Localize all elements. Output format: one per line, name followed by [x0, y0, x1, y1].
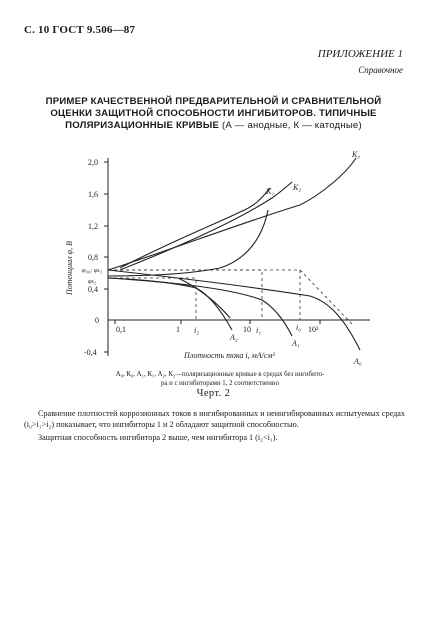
curve-k1 — [120, 188, 270, 268]
y-tick-label: 0,8 — [88, 253, 98, 262]
curve-label-a1: А₁ — [292, 339, 300, 348]
appendix-label: ПРИЛОЖЕНИЕ 1 — [317, 48, 403, 60]
curve-label-k0: К₀ — [352, 150, 361, 159]
caption-line-1: А₀, К₀, А₁, К₁, А₂, К₂—поляризационные кривые в средах без ингибито- — [115, 371, 325, 378]
curve-label-a2: А₂ — [230, 333, 238, 342]
y-tick-label: 1,2 — [88, 222, 98, 231]
body-paragraph-1: Сравнение плотностей коррозионных токов в ингибированных и неингибированных испытуемых средах (i₀>i₁>i₂) показывает, что ингибиторы 1 и 2 обладают защитной способностью. — [24, 409, 405, 429]
x-tick-label: 1 — [176, 325, 180, 334]
y-tick-label: 1,6 — [88, 190, 98, 199]
figure-caption — [40, 370, 400, 388]
section-title — [20, 96, 407, 132]
curve-k0 — [108, 158, 356, 270]
y-ticks — [104, 162, 108, 352]
y-tick-label: -0,4 — [84, 348, 97, 357]
y-marker-phi-k2: φₖ₂ — [88, 278, 97, 285]
x-axis-label: Плотность тока i, мА/см² — [184, 351, 275, 360]
body-paragraph-2: Защитная способность ингибитора 2 выше, чем ингибитора 1 (i₂<i₁). — [38, 433, 278, 442]
caption-line-2: ра и с ингибиторами 1, 2 соответственно — [161, 380, 279, 387]
y-tick-label: 2,0 — [88, 158, 98, 167]
body-text — [24, 408, 405, 445]
curve-a1 — [108, 278, 292, 336]
chart-number: Черт. 2 — [196, 388, 231, 399]
x-tick-label: 10² — [308, 325, 319, 334]
x-marker-i0: i₀ — [296, 323, 302, 332]
curve-label-a0: А₀ — [354, 357, 362, 366]
y-tick-label: 0 — [95, 316, 99, 325]
polarization-curves — [108, 158, 360, 350]
title-line-1: ПРИМЕР КАЧЕСТВЕННОЙ ПРЕДВАРИТЕЛЬНОЙ И СРАВНИТЕЛЬНОЙ — [45, 96, 382, 107]
title-line-2: ОЦЕНКИ ЗАЩИТНОЙ СПОСОБНОСТИ ИНГИБИТОРОВ. ТИПИЧНЫЕ — [50, 108, 377, 119]
curve-a2 — [108, 278, 232, 330]
x-marker-i1: i₁ — [256, 326, 262, 335]
x-marker-i2: i₂ — [194, 326, 200, 335]
x-ticks — [115, 320, 320, 324]
x-tick-label: 10 — [243, 325, 251, 334]
y-marker-phi-k1: φ₀₀; φₖ₁ — [82, 267, 103, 274]
dashed-guides — [108, 270, 352, 324]
x-tick-label: 0,1 — [116, 325, 126, 334]
appendix-kind: Справочное — [358, 65, 403, 75]
appendix-block — [318, 46, 403, 78]
page-header: С. 10 ГОСТ 9.506—87 — [24, 24, 136, 36]
polarization-figure — [0, 150, 427, 370]
title-line-3-plain: (А — анодные, К — катодные) — [221, 120, 362, 131]
title-line-3 — [20, 120, 407, 132]
title-line-3-bold: ПОЛЯРИЗАЦИОННЫЕ КРИВЫЕ — [65, 120, 220, 131]
curve-label-k1: К₁ — [266, 187, 275, 196]
curve-label-k2: К₂ — [293, 183, 302, 192]
y-tick-label: 0,4 — [88, 285, 98, 294]
y-axis-label: Потенциал φ, В — [65, 241, 74, 295]
